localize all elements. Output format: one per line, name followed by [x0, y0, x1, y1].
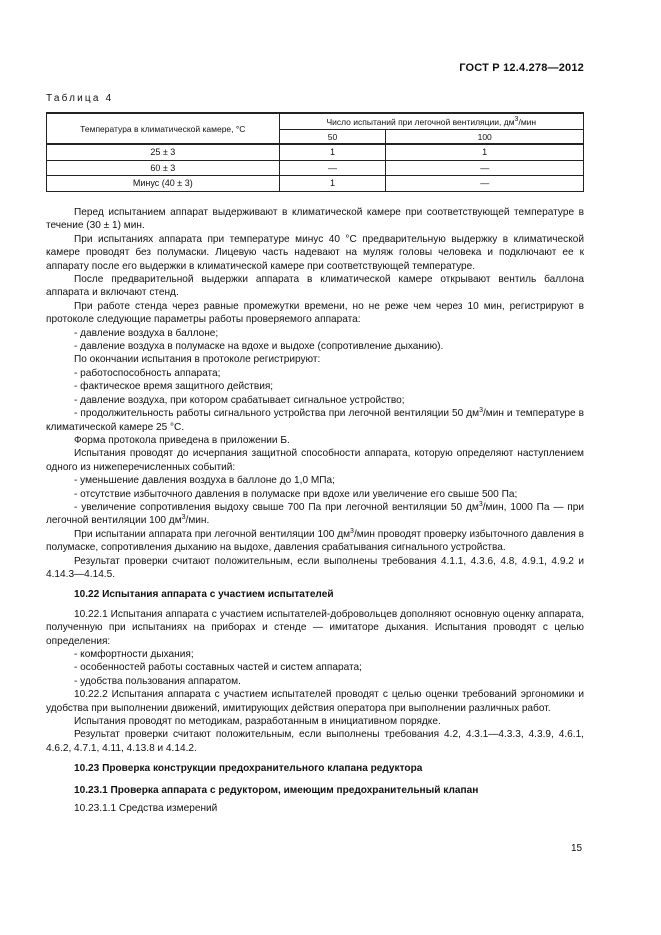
- section-heading-10-23: 10.23 Проверка конструкции предохранительного клапана редуктора: [74, 762, 423, 774]
- text-run: - увеличение сопротивления выдоху свыше 700 Па при легочной вентиляции 50 дм: [74, 501, 479, 513]
- table-4: [46, 112, 584, 192]
- paragraph: [46, 528, 584, 555]
- standard-header: ГОСТ Р 12.4.278—2012: [459, 62, 584, 74]
- table-cell: Минус (40 ± 3): [47, 176, 280, 192]
- list-item: - удобства пользования аппаратом.: [74, 675, 241, 687]
- table-subheader-50: 50: [279, 130, 386, 145]
- text-run: - продолжительность работы сигнального устройства при легочной вентиляции 50 дм: [74, 408, 480, 420]
- table-header-tests-count-text: Число испытаний при легочной вентиляции, $дм^3$/мин: [326, 115, 537, 127]
- table-cell: —: [386, 160, 584, 176]
- paragraph: Испытания проводят до исчерпания защитной способности аппарата, которую определяют наступлением одного из нижеперечисленных событий:: [46, 448, 584, 473]
- paragraph: Результат проверки считают положительным, если выполнены требования 4.1.1, 4.3.6, 4.8, 4.9.1, 4.9.2 и 4.14.3—4.14.5.: [46, 555, 584, 580]
- paragraph: 10.22.1 Испытания аппарата с участием испытателей-добровольцев дополняют основную оценку аппарата, полученную при испытаниях на приборах и стенде — имитаторе дыхания. Испытания проводят с целью определения:: [46, 608, 584, 647]
- table-cell: 60 ± 3: [47, 160, 280, 176]
- table-header-tests-count: [279, 113, 583, 130]
- table-subheader-100: 100: [386, 130, 584, 145]
- list-item: - особенностей работы составных частей и систем аппарата;: [74, 662, 362, 674]
- text-run: /мин и температуре в климатической камере 25 °С.: [46, 408, 584, 433]
- page-number: 15: [571, 843, 583, 854]
- text-run: /мин.: [185, 515, 210, 527]
- text-run: При испытании аппарата при легочной вентиляции 100 дм: [74, 528, 351, 540]
- table-cell: 25 ± 3: [47, 144, 280, 160]
- table-cell: 1: [279, 176, 386, 192]
- superscript: 3: [478, 500, 483, 508]
- paragraph: 10.22.2 Испытания аппарата с участием испытателей проводят с целью оценки требований эргономики и удобства при выполнении движений, имитирующих действия оператора при выполнении различных работ.: [46, 689, 584, 714]
- section-heading-10-22: 10.22 Испытания аппарата с участием испытателей: [74, 588, 334, 600]
- list-item: - отсутствие избыточного давления в полумаске при вдохе или увеличение его свыше 500 Па;: [74, 488, 518, 500]
- paragraph: Испытания проводят по методикам, разработанным в инициативном порядке.: [74, 716, 441, 728]
- paragraph: Результат проверки считают положительным, если выполнены требования 4.2, 4.3.1—4.3.3, 4.3.9, 4.6.1, 4.6.2, 4.7.1, 4.11, 4.13.8 и 4.14.2.: [46, 729, 584, 754]
- list-item: - давление воздуха в баллоне;: [74, 327, 219, 339]
- paragraph: Перед испытанием аппарат выдерживают в климатической камере при соответствующей температуре в течение (30 ± 1) мин.: [46, 207, 584, 232]
- superscript: 3: [479, 407, 483, 415]
- table-cell: 1: [279, 144, 386, 160]
- superscript: 3: [181, 514, 186, 522]
- list-item: [46, 501, 584, 528]
- text-run: /мин, 1000 Па — при легочной вентиляции 100 дм: [46, 501, 584, 527]
- table-header-temperature: Температура в климатической камере, °С: [47, 113, 280, 144]
- list-item: - уменьшение давления воздуха в баллоне до 1,0 МПа;: [74, 475, 335, 487]
- text-run: /мин проводят проверку избыточного давления в полумаске, сопротивления дыханию на выдохе, давления срабатывания сигнального устройства.: [46, 528, 584, 554]
- list-item: - давление воздуха в полумаске на вдохе и выдохе (сопротивление дыханию).: [74, 341, 444, 353]
- paragraph: 10.23.1.1 Средства измерений: [74, 802, 218, 814]
- superscript: 3: [514, 115, 519, 123]
- table-row: [47, 160, 584, 176]
- list-item: - фактическое время защитного действия;: [74, 381, 274, 393]
- paragraph: При работе стенда через равные промежутки времени, но не реже чем через 10 мин, регистрируют в протоколе следующие параметры работы проверяемого аппарата:: [46, 300, 584, 326]
- paragraph: Форма протокола приведена в приложении Б.: [74, 434, 290, 446]
- list-item: - комфортности дыхания;: [74, 649, 194, 660]
- table-cell: —: [386, 176, 584, 192]
- table-cell: 1: [386, 144, 584, 160]
- list-item: - работоспособность аппарата;: [74, 367, 221, 379]
- table-caption: Таблица 4: [46, 93, 114, 104]
- table-cell: —: [279, 160, 386, 176]
- table-row: [47, 144, 584, 160]
- superscript: 3: [350, 527, 354, 535]
- paragraph: При испытаниях аппарата при температуре минус 40 °С предварительную выдержку в климатической камере проводят без полумаски. Лицевую часть надевают на муляж головы человека и подключают ее к аппарату после его выдержки в климатической камере при соответствующей температуре.: [46, 233, 584, 272]
- paragraph: По окончании испытания в протоколе регистрируют:: [74, 354, 321, 366]
- list-item: - давление воздуха, при котором срабатывает сигнальное устройство;: [74, 394, 405, 406]
- list-item: [46, 407, 584, 434]
- paragraph: После предварительной выдержки аппарата в климатической камере открывают вентиль баллона аппарата и включают стенд.: [46, 274, 584, 299]
- section-heading-10-23-1: 10.23.1 Проверка аппарата с редуктором, имеющим предохранительный клапан: [74, 785, 479, 797]
- document-body: [46, 206, 584, 815]
- table-row: [47, 176, 584, 192]
